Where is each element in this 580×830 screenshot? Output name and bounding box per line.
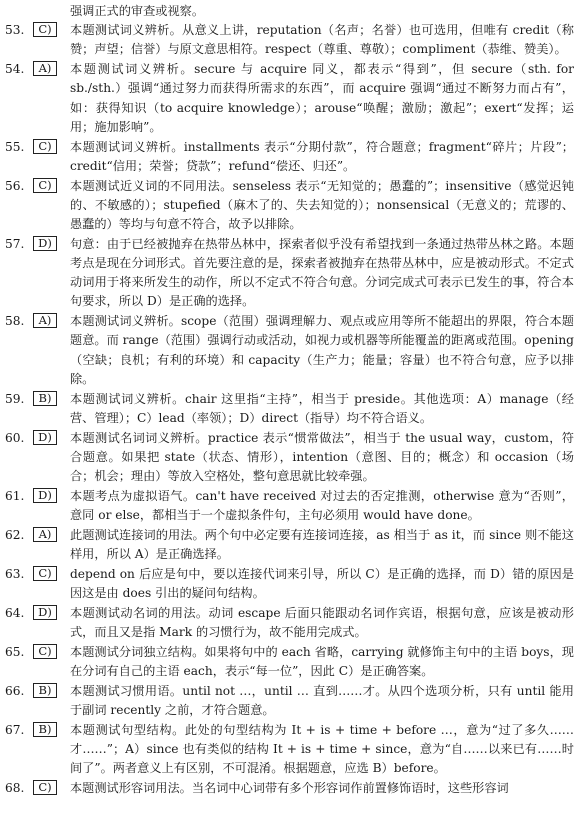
answer-box: C)	[33, 566, 57, 581]
explanation-text: 本题考点为虚拟语气。can't have received 对过去的否定推测，otherwise 意为“否则”，意同 or else，都相当于一个虚拟条件句，主句必须用 would have done。	[70, 488, 574, 523]
continuation-text: 强调正式的审查或视察。	[70, 4, 205, 18]
explanation-text: 本题测试句型结构。此处的句型结构为 It + is + time + before …，意为“过了多久……才……”；A）since 也有类似的结构 It + is + time + since，意为“自……以来已有……时间了”。两者意义上有区别，不可混淆。根据题意，应选 B）before。	[70, 722, 574, 776]
answer-box: B)	[33, 722, 57, 737]
explanation-item	[0, 779, 580, 798]
question-number: 67.	[5, 722, 25, 737]
explanation-text: 本题测试词义辨析。scope（范围）强调理解力、观点或应用等所不能超出的界限，符合本题题意。而 range（范围）强调行动或活动，如视力或机器等所能覆盖的距离或范围。opening（空缺；良机；有利的环境）和 capacity（生产力；能量；容量）也不符合句意，应予以排除。	[70, 314, 574, 386]
explanation-text: 本题测试近义词的不同用法。senseless 表示“无知觉的；愚蠢的”；insensitive（感觉迟钝的、不敏感的）；stupefied（麻木了的、失去知觉的）；nonsensical（无意义的；荒谬的、愚蠢的）等均与句意不符合，故予以排除。	[70, 178, 574, 232]
explanation-text: 本题测试词义辨析。从意义上讲，reputation（名声；名誉）也可选用，但唯有 credit（称赞；声望；信誉）与原文意思相符。respect（尊重、尊敬）；compliment（恭维、赞美）。	[70, 23, 574, 57]
explanation-item	[0, 604, 580, 642]
explanation-item	[0, 526, 580, 564]
answer-box: C)	[33, 644, 57, 659]
explanation-item	[0, 682, 580, 720]
answer-box: D)	[33, 488, 57, 503]
question-number: 58.	[5, 314, 25, 329]
explanation-item	[0, 643, 580, 681]
answer-box: C)	[33, 780, 57, 795]
question-number: 61.	[5, 488, 25, 503]
explanation-list	[0, 21, 580, 798]
explanation-text: 句意：由于已经被抛弃在热带丛林中，探索者似乎没有希望找到一条通过热带丛林之路。本题考点是现在分词形式。首先要注意的是，探索者被抛弃在热带丛林中，应是被动形式。不定式动词用于将来所发生的动作，所以不定式不符合句意。分词完成式可表示已发生的事，符合本句要求，所以 D）是正确的选择。	[70, 236, 574, 309]
explanation-item	[0, 21, 580, 59]
question-number: 59.	[5, 391, 25, 406]
explanation-text: 本题测试动名词的用法。动词 escape 后面只能跟动名词作宾语，根据句意，应该是被动形式，而且又是指 Mark 的习惯行为，故不能用完成式。	[70, 605, 574, 640]
question-number: 55.	[5, 139, 25, 154]
explanation-item	[0, 390, 580, 428]
explanation-item	[0, 565, 580, 603]
question-number: 66.	[5, 683, 25, 698]
answer-box: B)	[33, 391, 57, 406]
explanation-item	[0, 138, 580, 176]
question-number: 60.	[5, 430, 25, 445]
question-number: 68.	[5, 781, 25, 796]
question-number: 63.	[5, 566, 25, 581]
answer-box: C)	[33, 178, 57, 193]
explanation-text: 本题测试分词独立结构。如果将句中的 each 省略，carrying 就修饰主句中的主语 boys，现在分词有自己的主语 each，表示“每一位”，因此 C）是正确答案。	[70, 644, 574, 679]
explanation-text: 本题测试词义辨析。installments 表示“分期付款”，符合题意；fragment“碎片；片段”；credit“信用；荣誉；贷款”；refund“偿还、归还”。	[70, 139, 574, 173]
answer-box: C)	[33, 139, 57, 154]
answer-box: D)	[33, 430, 57, 445]
explanation-text: depend on 后应是句中，要以连接代词来引导，所以 C）是正确的选择，而 D）错的原因是因这是由 does 引出的疑问句结构。	[70, 566, 574, 601]
question-number: 62.	[5, 527, 25, 542]
explanation-text: 本题测试形容词用法。当名词中心词带有多个形容词作前置修饰语时，这些形容词	[70, 781, 509, 796]
answer-box: C)	[33, 22, 57, 37]
explanation-item	[0, 235, 580, 312]
explanation-text: 本题测试名词词义辨析。practice 表示“惯常做法”，相当于 the usual way，custom，符合题意。如果把 state（状态、情形），intention（意图、目的；概念）和 occasion（场合；机会；理由）等放入空格处，整句意思就比较牵强。	[70, 430, 574, 484]
explanation-item	[0, 429, 580, 487]
explanation-item	[0, 60, 580, 137]
answer-box: D)	[33, 605, 57, 620]
answer-box: A)	[33, 313, 57, 328]
explanation-text: 本题测试词义辨析。secure 与 acquire 同义，都表示“得到”，但 secure（sth. for sb./sth.）强调“通过努力而获得所需求的东西”，而 acquire 强调“通过不断努力而占有”，如：获得知识（to acquire knowledge）；arouse“唤醒；激励；激起”；exert“发挥；运用；施加影响”。	[70, 62, 574, 134]
question-number: 56.	[5, 178, 25, 193]
answer-box: A)	[33, 61, 57, 76]
explanation-text: 此题测试连接词的用法。两个句中必定要有连接词连接，as 相当于 as it，而 since 则不能这样用，所以 A）是正确选择。	[70, 527, 574, 562]
explanation-text: 本题测试习惯用语。until not …，until … 直到……才。从四个选项分析，只有 until 能用于副词 recently 之前，才符合题意。	[70, 683, 574, 718]
answer-box: A)	[33, 527, 57, 542]
explanation-item	[0, 312, 580, 389]
explanation-item	[0, 721, 580, 779]
explanation-item	[0, 487, 580, 525]
answer-box: B)	[33, 683, 57, 698]
question-number: 64.	[5, 605, 25, 620]
explanation-text: 本题测试词义辨析。chair 这里指“主持”，相当于 preside。其他选项：A）manage（经营、管理）；C）lead（率领）；D）direct（指导）均不符合语义。	[70, 391, 574, 425]
question-number: 57.	[5, 236, 25, 251]
explanation-item	[0, 177, 580, 235]
question-number: 54.	[5, 62, 25, 77]
question-number: 65.	[5, 644, 25, 659]
answer-box: D)	[33, 236, 57, 251]
question-number: 53.	[5, 23, 25, 38]
